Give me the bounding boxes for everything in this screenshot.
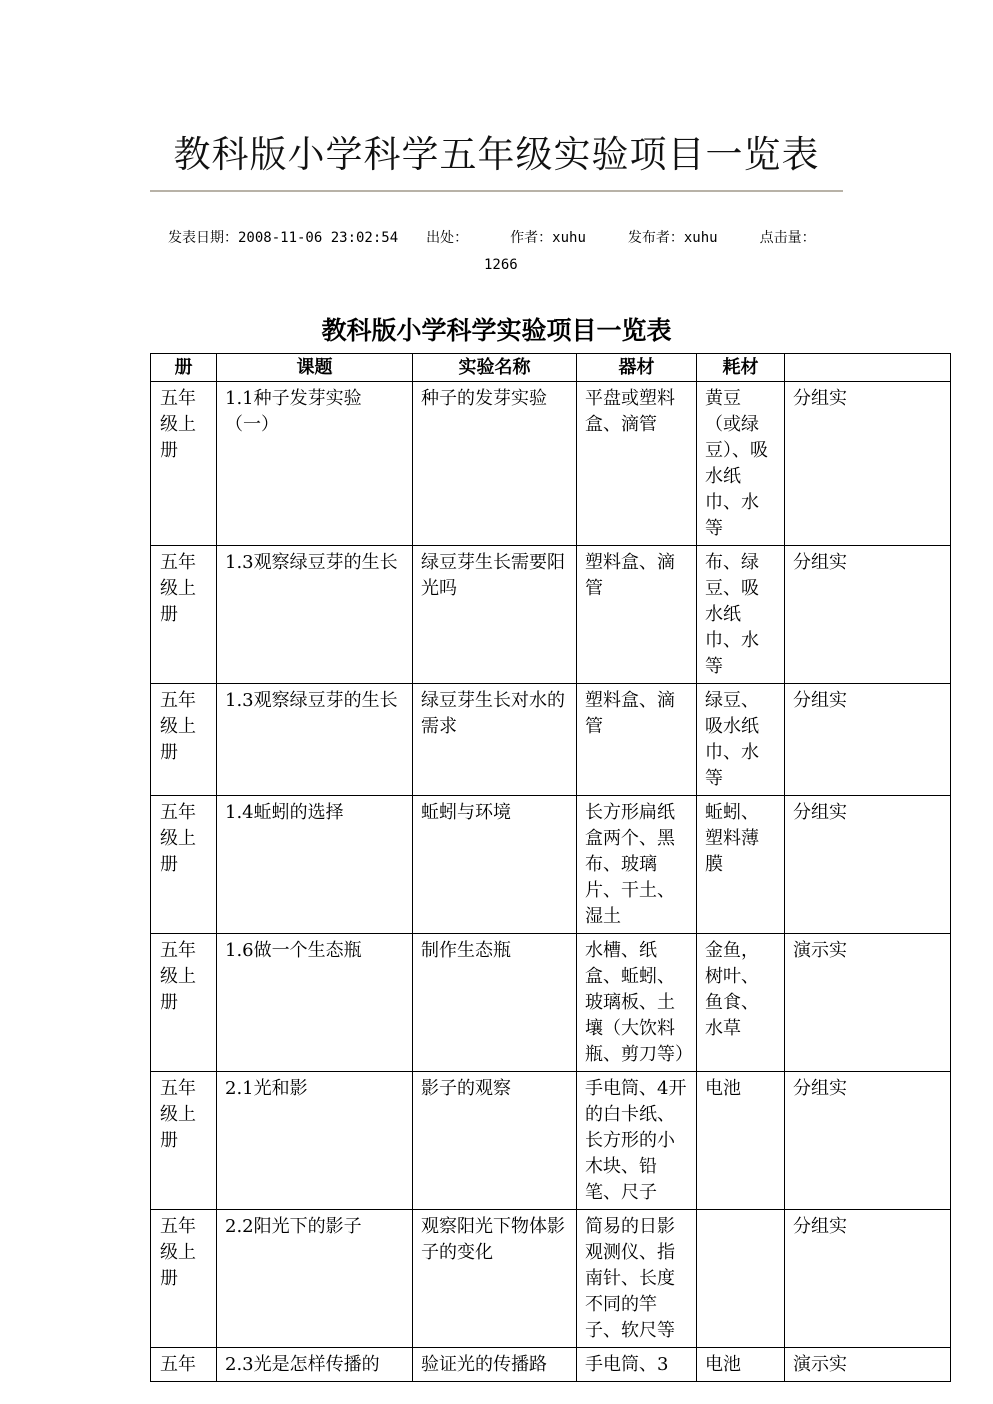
cell-type: 分组实	[785, 1210, 951, 1348]
cell-experiment: 种子的发芽实验	[413, 382, 577, 546]
cell-experiment: 制作生态瓶	[413, 934, 577, 1072]
cell-type: 分组实	[785, 546, 951, 684]
cell-volume: 五年级上册	[151, 934, 217, 1072]
cell-lesson: 2.1光和影	[217, 1072, 413, 1210]
table-row	[151, 546, 951, 684]
cell-type: 演示实	[785, 934, 951, 1072]
click-count-label: 点击量：	[759, 230, 816, 246]
cell-volume: 五年级上册	[151, 684, 217, 796]
cell-volume: 五年	[151, 1348, 217, 1382]
header-volume: 册	[151, 354, 217, 382]
cell-type: 分组实	[785, 684, 951, 796]
title-divider	[150, 190, 843, 192]
table-row	[151, 796, 951, 934]
cell-consumables: 绿豆、吸水纸巾、水等	[697, 684, 785, 796]
cell-equipment: 手电筒、3	[577, 1348, 697, 1382]
header-type	[785, 354, 951, 382]
cell-equipment: 手电筒、4开的白卡纸、长方形的小木块、铅笔、尺子	[577, 1072, 697, 1210]
header-equipment: 器材	[577, 354, 697, 382]
header-lesson: 课题	[217, 354, 413, 382]
cell-type: 分组实	[785, 382, 951, 546]
cell-consumables: 电池	[697, 1348, 785, 1382]
cell-lesson: 1.6做一个生态瓶	[217, 934, 413, 1072]
cell-volume: 五年级上册	[151, 382, 217, 546]
cell-consumables: 布、绿豆、吸水纸巾、水等	[697, 546, 785, 684]
cell-lesson: 2.3光是怎样传播的	[217, 1348, 413, 1382]
cell-type: 演示实	[785, 1348, 951, 1382]
cell-equipment: 长方形扁纸盒两个、黑布、玻璃片、干土、湿土	[577, 796, 697, 934]
cell-consumables: 电池	[697, 1072, 785, 1210]
cell-equipment: 水槽、纸盒、蚯蚓、玻璃板、土壤（大饮料瓶、剪刀等）	[577, 934, 697, 1072]
cell-equipment: 塑料盒、滴管	[577, 546, 697, 684]
article-meta	[168, 227, 848, 247]
publisher-label: 发布者：xuhu	[627, 230, 718, 246]
cell-experiment: 蚯蚓与环境	[413, 796, 577, 934]
experiment-table-container	[150, 353, 847, 1375]
cell-lesson: 1.4蚯蚓的选择	[217, 796, 413, 934]
table-row	[151, 684, 951, 796]
header-consumables: 耗材	[697, 354, 785, 382]
cell-volume: 五年级上册	[151, 546, 217, 684]
page-title: 教科版小学科学五年级实验项目一览表	[173, 133, 820, 176]
cell-experiment: 绿豆芽生长需要阳光吗	[413, 546, 577, 684]
publish-date: 发表日期：2008-11-06 23:02:54	[168, 230, 399, 246]
experiment-table	[150, 353, 951, 1382]
table-row	[151, 1348, 951, 1382]
cell-consumables: 黄豆（或绿豆）、吸水纸巾、水等	[697, 382, 785, 546]
table-row	[151, 1072, 951, 1210]
table-header-row	[151, 354, 951, 382]
cell-equipment: 简易的日影观测仪、指南针、长度不同的竿子、软尺等	[577, 1210, 697, 1348]
table-row	[151, 382, 951, 546]
cell-experiment: 验证光的传播路	[413, 1348, 577, 1382]
cell-volume: 五年级上册	[151, 1072, 217, 1210]
click-count-value: 1266	[484, 257, 518, 273]
cell-volume: 五年级上册	[151, 1210, 217, 1348]
author-label: 作者：xuhu	[510, 230, 586, 246]
cell-experiment: 绿豆芽生长对水的需求	[413, 684, 577, 796]
cell-consumables: 金鱼，树叶、鱼食、水草	[697, 934, 785, 1072]
table-row	[151, 934, 951, 1072]
table-row	[151, 1210, 951, 1348]
table-title: 教科版小学科学实验项目一览表	[321, 316, 672, 345]
header-experiment: 实验名称	[413, 354, 577, 382]
cell-type: 分组实	[785, 796, 951, 934]
cell-experiment: 影子的观察	[413, 1072, 577, 1210]
source-label: 出处：	[426, 230, 469, 246]
cell-experiment: 观察阳光下物体影子的变化	[413, 1210, 577, 1348]
cell-lesson: 1.3观察绿豆芽的生长	[217, 546, 413, 684]
cell-lesson: 1.1种子发芽实验（一）	[217, 382, 413, 546]
cell-lesson: 2.2阳光下的影子	[217, 1210, 413, 1348]
cell-volume: 五年级上册	[151, 796, 217, 934]
cell-consumables	[697, 1210, 785, 1348]
cell-consumables: 蚯蚓、塑料薄膜	[697, 796, 785, 934]
cell-equipment: 塑料盒、滴管	[577, 684, 697, 796]
cell-type: 分组实	[785, 1072, 951, 1210]
cell-equipment: 平盘或塑料盒、滴管	[577, 382, 697, 546]
cell-lesson: 1.3观察绿豆芽的生长	[217, 684, 413, 796]
